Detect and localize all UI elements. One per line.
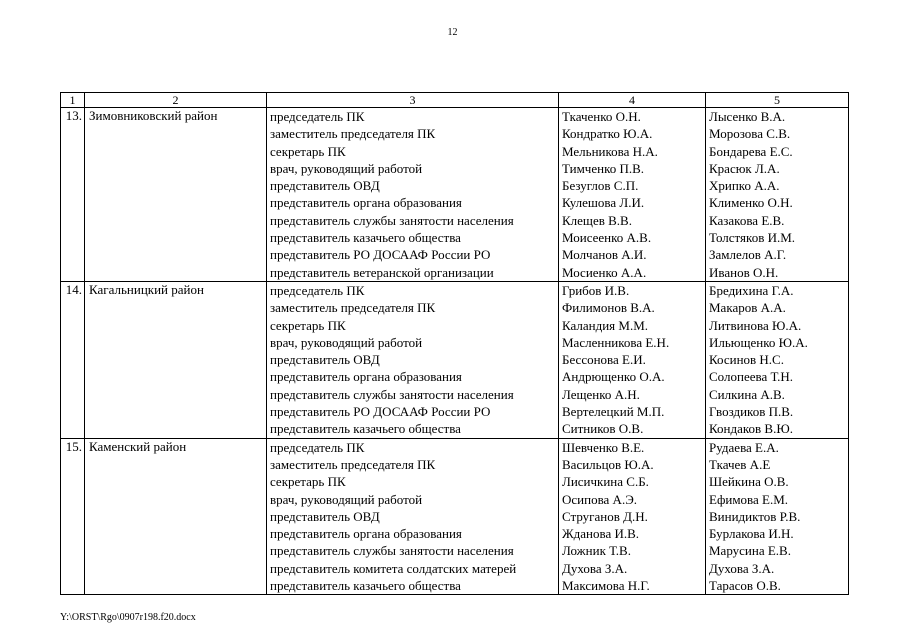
reserve-list [706,108,849,282]
role-item: представитель службы занятости населения [270,212,514,228]
member-name: Грибов И.В. [562,282,630,298]
reserve-name: Силкина А.В. [709,386,785,402]
member-name: Тимченко П.В. [562,160,645,176]
column-header-4: 4 [559,93,706,108]
reserve-name: Лысенко В.А. [709,109,786,124]
member-name: Лисичкина С.Б. [562,474,649,490]
table-row [61,108,849,282]
column-header-2: 2 [85,93,267,108]
member-name: Безуглов С.П. [562,178,639,194]
member-name: Вертелецкий М.П. [562,404,665,420]
reserve-name: Гвоздиков П.В. [709,404,794,420]
reserve-name: Кондаков В.Ю. [709,421,793,437]
member-name: Масленникова Е.Н. [562,334,670,350]
page-number: 12 [447,27,458,38]
row-number: 14. [61,281,85,438]
member-name: Каландия М.М. [562,317,649,333]
reserve-name: Бурлакова И.Н. [709,526,794,542]
member-name: Андрющенко О.А. [562,369,665,385]
role-item: секретарь ПК [270,143,346,159]
role-item: представитель органа образования [270,369,462,385]
role-item: заместитель председателя ПК [270,126,436,142]
role-item: председатель ПК [270,109,365,124]
reserve-name: Солопеева Т.Н. [709,369,793,385]
role-list [267,281,559,438]
reserve-list [706,438,849,595]
reserve-name: Морозова С.В. [709,126,791,142]
table-body [61,108,849,595]
role-item: врач, руководящий работой [270,334,423,350]
reserve-name: Клименко О.Н. [709,195,793,211]
member-name: Духова З.А. [562,560,628,576]
member-name: Ткаченко О.Н. [562,109,641,124]
row-number: 13. [61,108,85,282]
reserve-name: Шейкина О.В. [709,474,789,490]
reserve-name: Бредихина Г.А. [709,282,794,298]
member-name: Моисеенко А.В. [562,230,652,246]
member-name: Лещенко А.Н. [562,386,640,402]
district-name: Зимовниковский район [85,108,267,282]
reserve-name: Ткачев А.Е [709,456,771,472]
reserve-name: Марусина Е.В. [709,543,791,559]
district-name: Каменский район [85,438,267,595]
role-item: врач, руководящий работой [270,491,423,507]
role-item: представитель органа образования [270,526,462,542]
reserve-name: Рудаева Е.А. [709,439,779,455]
role-item: председатель ПК [270,282,365,298]
member-name: Максимова Н.Г. [562,578,650,594]
member-name: Клещев В.В. [562,212,632,228]
member-name: Мельникова Н.А. [562,143,658,159]
role-item: представитель службы занятости населения [270,543,514,559]
file-path-footer: Y:\ORST\Rgo\0907r198.f20.docx [60,612,196,623]
member-name: Осипова А.Э. [562,491,638,507]
member-name: Жданова И.В. [562,526,640,542]
reserve-name: Ефимова Е.М. [709,491,789,507]
role-item: заместитель председателя ПК [270,300,436,316]
reserve-name: Красюк Л.А. [709,160,780,176]
role-list [267,108,559,282]
role-item: секретарь ПК [270,474,346,490]
reserve-name: Макаров А.А. [709,300,786,316]
role-item: представитель казачьего общества [270,578,461,594]
district-name: Кагальницкий район [85,281,267,438]
reserve-name: Иванов О.Н. [709,264,779,280]
reserve-name: Косинов Н.С. [709,352,784,368]
table-row [61,281,849,438]
role-item: врач, руководящий работой [270,160,423,176]
table-row [61,438,849,595]
role-item: представитель комитета солдатских матерей [270,560,517,576]
role-item: представитель ОВД [270,352,380,368]
column-header-1: 1 [61,93,85,108]
role-item: представитель органа образования [270,195,462,211]
role-item: представитель ветеранской организации [270,264,494,280]
member-name: Филимонов В.А. [562,300,655,316]
column-header-5: 5 [706,93,849,108]
reserve-name: Литвинова Ю.А. [709,317,802,333]
role-item: секретарь ПК [270,317,346,333]
role-item: представитель РО ДОСААФ России РО [270,404,491,420]
role-item: представитель РО ДОСААФ России РО [270,247,491,263]
reserve-name: Замлелов А.Г. [709,247,787,263]
role-item: председатель ПК [270,439,365,455]
member-name: Ложник Т.В. [562,543,631,559]
role-item: представитель казачьего общества [270,230,461,246]
member-name: Шевченко В.Е. [562,439,645,455]
member-name: Кондратко Ю.А. [562,126,653,142]
member-list [559,281,706,438]
role-item: представитель ОВД [270,508,380,524]
member-name: Мосиенко А.А. [562,264,647,280]
reserve-name: Толстяков И.М. [709,230,796,246]
member-list [559,438,706,595]
role-list [267,438,559,595]
reserve-list [706,281,849,438]
header-row [61,93,849,108]
role-item: представитель ОВД [270,178,380,194]
reserve-name: Казакова Е.В. [709,212,785,228]
reserve-name: Ильющенко Ю.А. [709,334,808,350]
reserve-name: Бондарева Е.С. [709,143,793,159]
member-name: Бессонова Е.И. [562,352,646,368]
member-name: Молчанов А.И. [562,247,647,263]
reserve-name: Хрипко А.А. [709,178,780,194]
reserve-name: Духова З.А. [709,560,775,576]
role-item: представитель службы занятости населения [270,386,514,402]
column-header-3: 3 [267,93,559,108]
member-name: Кулешова Л.И. [562,195,645,211]
row-number: 15. [61,438,85,595]
role-item: заместитель председателя ПК [270,456,436,472]
reserve-name: Тарасов О.В. [709,578,781,594]
member-name: Ситников О.В. [562,421,644,437]
member-list [559,108,706,282]
member-name: Васильцов Ю.А. [562,456,654,472]
member-name: Струганов Д.Н. [562,508,648,524]
commission-table [60,92,849,595]
role-item: представитель казачьего общества [270,421,461,437]
reserve-name: Винидиктов Р.В. [709,508,801,524]
